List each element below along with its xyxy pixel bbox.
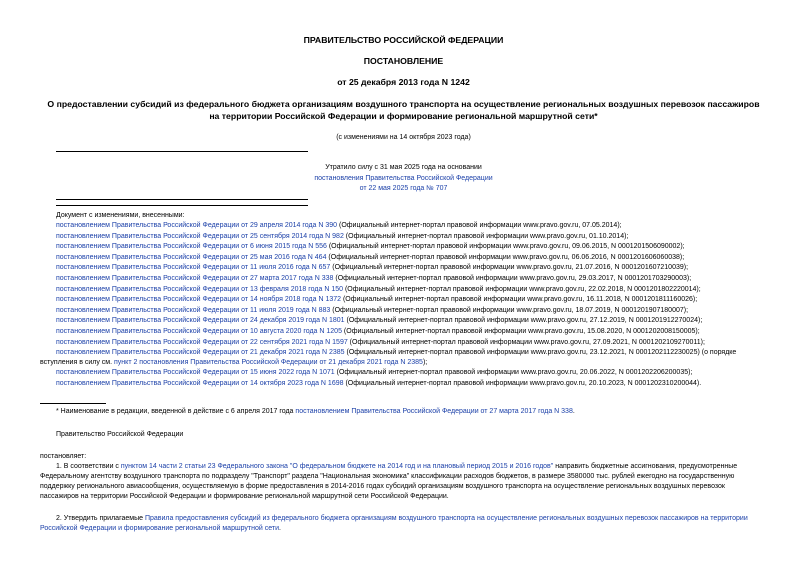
- amendment-source: (Официальный интернет-портал правовой информации www.pravo.gov.ru, 15.08.2020, N 0001202008150005);: [341, 327, 700, 335]
- paragraph-1-line4: пассажиров на территории Российской Федерации и формирование региональной маршрутной сети Российской Федерации.: [40, 493, 449, 500]
- amendment-link[interactable]: постановлением Правительства Российской Федерации от 29 апреля 2014 года N 390: [56, 222, 338, 229]
- amendment-item: [56, 232, 801, 243]
- amendment-source: (Официальный интернет-портал правовой информации www.pravo.gov.ru, 21.07.2016, N 0001201607210039);: [330, 264, 689, 272]
- federal-law-link[interactable]: пунктом 14 части 2 статьи 23 Федерального закона "О федеральном бюджете на 2014 год и на плановый период 2015 и 2016 годов": [120, 463, 554, 470]
- amendment-item: [56, 327, 801, 338]
- amendments-intro: Документ с изменениями, внесенными:: [56, 212, 185, 219]
- amendment-item: [56, 274, 801, 285]
- document-title-line2: на территории Российской Федерации и формирование региональной маршрутной сети*: [209, 111, 598, 121]
- amendment-source: (Официальный интернет-портал правовой информации www.pravo.gov.ru, 20.10.2023, N 0001202310200044).: [343, 379, 702, 387]
- amendment-link[interactable]: постановлением Правительства Российской Федерации от 24 декабря 2019 года N 1801: [56, 317, 345, 325]
- footnote-separator: [40, 403, 106, 404]
- amendment-source: (Официальный интернет-портал правовой информации www.pravo.gov.ru, 23.12.2021, N 0001202112230025) (о порядке: [344, 349, 737, 356]
- paragraph-1-line3: поддержку регионального авиасообщения, осуществляемую в форме предоставления в 2014-2016 годах субсидий организациям воздушного транспорта на осуществление региональных воздушных перевозок: [40, 483, 725, 490]
- amendment-item: [56, 242, 801, 253]
- amendment-item: [56, 263, 801, 274]
- amendment-link[interactable]: постановлением Правительства Российской Федерации от 25 сентября 2014 года N 982: [56, 232, 344, 240]
- amendment-link[interactable]: постановлением Правительства Российской Федерации от 6 июня 2015 года N 556: [56, 243, 327, 251]
- amendment-link[interactable]: постановлением Правительства Российской Федерации от 13 февраля 2018 года N 150: [56, 285, 343, 293]
- amendment-item: [56, 253, 801, 264]
- expiry-link-line1[interactable]: постановления Правительства Российской Федерации: [314, 175, 493, 182]
- amendment-item-continuation: вступления в силу см. пункт 2 постановления Правительства Российской Федерации от 21 декабря 2021 года N 2385);: [40, 359, 428, 366]
- expiry-link-line2[interactable]: от 22 мая 2025 года № 707: [359, 185, 448, 192]
- amendment-item: [56, 338, 801, 349]
- amendment-link[interactable]: пункт 2 постановления Правительства Российской Федерации от 21 декабря 2021 года N 2385: [114, 359, 423, 366]
- amendment-link[interactable]: постановлением Правительства Российской Федерации от 11 июля 2019 года N 883: [56, 306, 331, 314]
- amendment-source: (Официальный интернет-портал правовой информации www.pravo.gov.ru, 22.02.2018, N 0001201802220014);: [343, 285, 701, 293]
- amendment-item: [56, 348, 736, 358]
- amendment-item: [56, 379, 801, 390]
- document-type: ПОСТАНОВЛЕНИЕ: [363, 56, 444, 66]
- amendment-link[interactable]: постановлением Правительства Российской Федерации от 21 декабря 2021 года N 2385: [56, 349, 345, 356]
- separator-line: [56, 151, 308, 152]
- amendment-item: [56, 295, 801, 306]
- amendment-link[interactable]: постановлением Правительства Российской Федерации от 11 июля 2016 года N 657: [56, 264, 331, 272]
- amendments-list: [56, 221, 801, 348]
- amendment-item: [56, 221, 801, 232]
- amendment-link[interactable]: постановлением Правительства Российской Федерации от 25 мая 2016 года N 464: [56, 253, 327, 261]
- footnote-link[interactable]: постановлением Правительства Российской Федерации от 27 марта 2017 года N 338: [295, 408, 573, 415]
- amendment-link[interactable]: постановлением Правительства Российской Федерации от 10 августа 2020 года N 1205: [56, 327, 342, 335]
- amendment-item: [56, 285, 801, 296]
- issuer: Правительство Российской Федерации: [56, 431, 184, 438]
- expiry-note: Утратило силу с 31 мая 2025 года на основании: [325, 164, 482, 171]
- amendment-source: (Официальный интернет-портал правовой информации www.pravo.gov.ru, 18.07.2019, N 0001201907180007);: [330, 306, 689, 314]
- amendment-link[interactable]: постановлением Правительства Российской Федерации от 27 марта 2017 года N 338: [56, 274, 334, 282]
- amendment-item: [56, 316, 801, 327]
- amendment-source: (Официальный интернет-портал правовой информации www.pravo.gov.ru, 16.11.2018, N 0001201811160026);: [341, 296, 698, 304]
- separator-line: [56, 205, 308, 206]
- paragraph-1-line1: 1. В соответствии с пунктом 14 части 2 статьи 23 Федерального закона "О федеральном бюджете на 2014 год и на плановый период 2015 и 2016 годов" направить бюджетные ассигнования, предусмотренные: [56, 463, 738, 470]
- amendment-item: [56, 306, 801, 317]
- amendment-source: (Официальный интернет-портал правовой информации www.pravo.gov.ru, 29.03.2017, N 0001201703290003);: [333, 274, 692, 282]
- paragraph-2-line1: 2. Утвердить прилагаемые Правила предоставления субсидий из федерального бюджета организациям воздушного транспорта на осуществление региональных воздушных перевозок пассажиров на территории: [56, 515, 748, 522]
- amendment-link[interactable]: постановлением Правительства Российской Федерации от 14 ноября 2018 года N 1372: [56, 296, 342, 304]
- revision-note: (с изменениями на 14 октября 2023 года): [336, 134, 471, 141]
- paragraph-2-line2: Российской Федерации и формирование региональной маршрутной сети.: [40, 525, 281, 532]
- amendment-source: (Официальный интернет-портал правовой информации www.pravo.gov.ru, 27.12.2019, N 0001201912270024);: [344, 317, 703, 325]
- amendments-list-tail: [56, 368, 801, 389]
- amendment-source: (Официальный интернет-портал правовой информации www.pravo.gov.ru, 07.05.2014);: [337, 222, 622, 229]
- amendment-source: (Официальный интернет-портал правовой информации www.pravo.gov.ru, 20.06.2022, N 0001202206200035);: [334, 369, 693, 376]
- footnote: * Наименование в редакции, введенной в действие с 6 апреля 2017 года постановлением Правительства Российской Федерации от 27 марта 2017 года N 338.: [56, 408, 575, 415]
- resolves-label: постановляет:: [40, 453, 87, 460]
- amendment-source: (Официальный интернет-портал правовой информации www.pravo.gov.ru, 06.06.2016, N 0001201606060038);: [326, 253, 685, 261]
- rules-link-continuation[interactable]: Российской Федерации и формирование региональной маршрутной сети: [40, 525, 279, 532]
- paragraph-1-line2: Федеральному агентству воздушного транспорта по подразделу "Транспорт" раздела "Национальная экономика" классификации расходов бюджетов, в размере 3580000 тыс. рублей ежегодно на государственную: [40, 473, 735, 480]
- amendment-item: [56, 368, 801, 379]
- amendment-source: (Официальный интернет-портал правовой информации www.pravo.gov.ru, 01.10.2014);: [343, 232, 629, 240]
- government-name: ПРАВИТЕЛЬСТВО РОССИЙСКОЙ ФЕДЕРАЦИИ: [303, 35, 504, 45]
- amendment-link[interactable]: постановлением Правительства Российской Федерации от 22 сентября 2021 года N 1597: [56, 338, 348, 346]
- separator-line: [56, 199, 308, 200]
- amendment-source: (Официальный интернет-портал правовой информации www.pravo.gov.ru, 09.06.2015, N 0001201506090002);: [326, 243, 685, 251]
- amendment-link[interactable]: постановлением Правительства Российской Федерации от 14 октября 2023 года N 1698: [56, 379, 344, 387]
- amendment-source: (Официальный интернет-портал правовой информации www.pravo.gov.ru, 27.09.2021, N 0001202109270011);: [347, 338, 705, 346]
- document-date-number: от 25 декабря 2013 года N 1242: [337, 77, 470, 87]
- rules-link[interactable]: Правила предоставления субсидий из федерального бюджета организациям воздушного транспорта на осуществление региональных воздушных перевозок пассажиров на территории: [144, 515, 748, 522]
- document-title-line1: О предоставлении субсидий из федерального бюджета организациям воздушного транспорта на осуществление региональных воздушных перевозок пассажиров: [47, 99, 760, 109]
- amendment-link[interactable]: постановлением Правительства Российской Федерации от 15 июня 2022 года N 1071: [56, 369, 335, 376]
